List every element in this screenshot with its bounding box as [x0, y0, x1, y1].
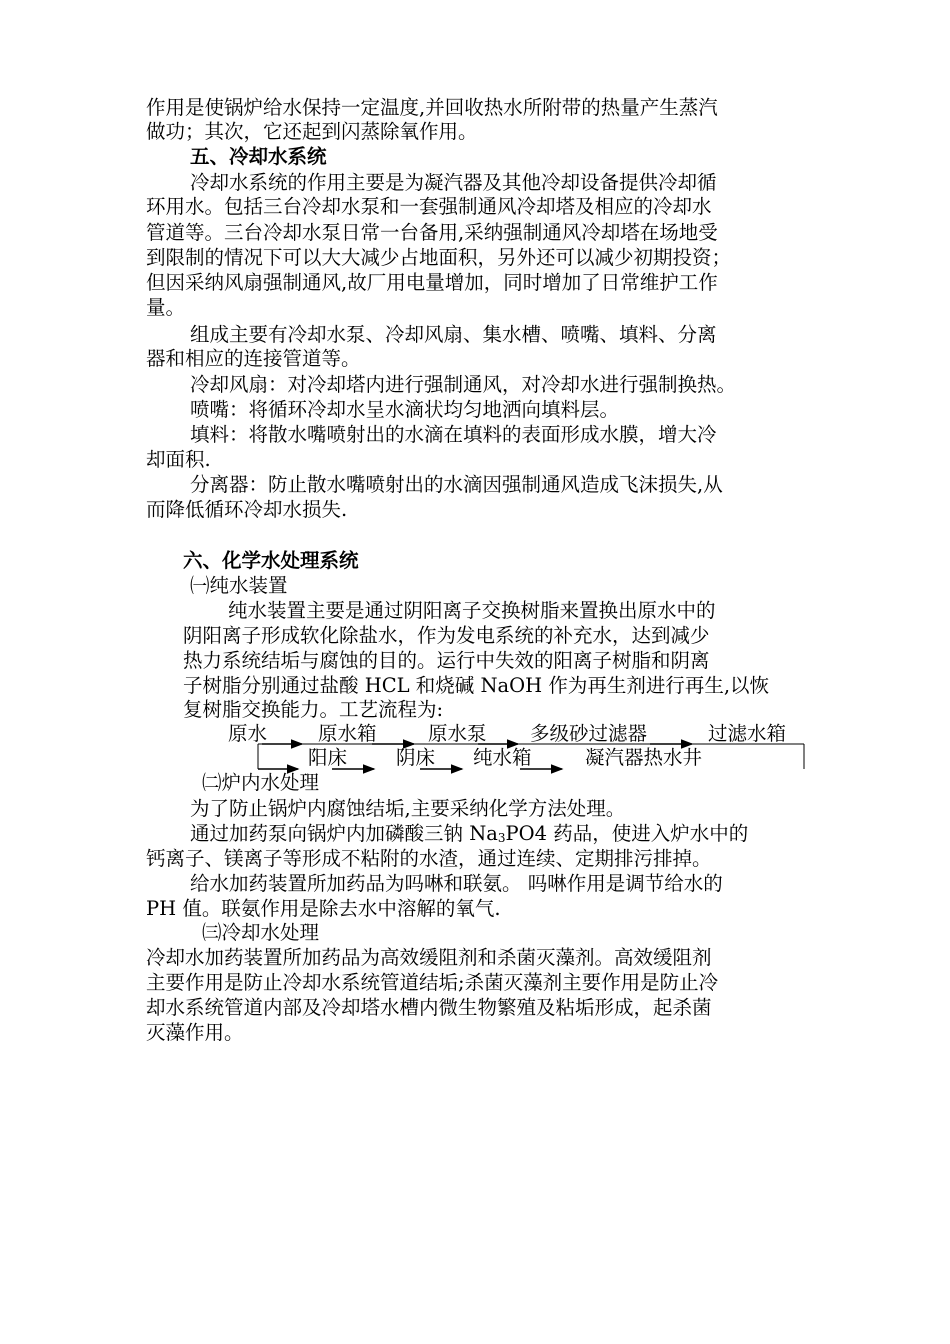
s5-p6-line-1: 分离器：防止散水嘴喷射出的水滴因强制通风造成飞沫损失,从	[190, 473, 723, 496]
s6-p3-text-a: 通过加药泵向锅炉内加磷酸三钠 Na	[190, 822, 498, 845]
s5-p5-line-2: 却面积.	[146, 448, 211, 471]
section-6-title: 六、化学水处理系统	[183, 549, 359, 572]
flow-node-raw-water: 原水	[228, 722, 268, 745]
s6-p1-line-3: 热力系统结垢与腐蚀的目的。运行中失效的阳离子树脂和阴离	[183, 649, 710, 672]
s5-p6-line-2: 而降低循环冷却水损失.	[146, 498, 348, 521]
flow-node-raw-water-pump: 原水泵	[428, 722, 487, 745]
s6-p3-line-2: 钙离子、镁离子等形成不粘附的水渣，通过连续、定期排污排掉。	[146, 847, 712, 870]
flow-node-raw-water-tank: 原水箱	[318, 722, 377, 745]
s6-subtitle-3: ㈢冷却水处理	[202, 921, 320, 944]
s6-p5-line-1: 冷却水加药装置所加药品为高效缓阻剂和杀菌灭藻剂。高效缓阻剂	[146, 946, 712, 969]
s5-p2-line-1: 组成主要有冷却水泵、冷却风扇、集水槽、喷嘴、填料、分离	[190, 323, 717, 346]
s6-p2: 为了防止锅炉内腐蚀结垢,主要采纳化学方法处理。	[190, 797, 626, 820]
s6-p5-line-3: 却水系统管道内部及冷却塔水槽内微生物繁殖及粘垢形成，起杀菌	[146, 996, 712, 1019]
section-5-title: 五、冷却水系统	[190, 145, 327, 168]
flow-node-sand-filter: 多级砂过滤器	[530, 722, 648, 745]
s5-p2-line-2: 器和相应的连接管道等。	[146, 347, 361, 370]
s6-p3-line-1	[190, 822, 860, 850]
s6-p3-text-b: PO4 药品，使进入炉水中的	[505, 822, 749, 845]
s6-p5-line-4: 灭藻作用。	[146, 1021, 244, 1044]
s5-p1-line-4: 到限制的情况下可以大大减少占地面积，另外还可以减少初期投资；	[146, 246, 732, 269]
s5-p1-line-3: 管道等。三台冷却水泵日常一台备用,采纳强制通风冷却塔在场地受	[146, 221, 718, 244]
s6-p1-line-5: 复树脂交换能力。工艺流程为:	[183, 698, 444, 721]
intro-line-1: 作用是使锅炉给水保持一定温度,并回收热水所附带的热量产生蒸汽	[146, 96, 718, 119]
s6-p3-subscript: 3	[497, 831, 506, 845]
intro-line-2: 做功；其次，它还起到闪蒸除氧作用。	[146, 120, 478, 143]
s6-subtitle-2: ㈡炉内水处理	[202, 771, 320, 794]
s6-p1-line-1: 纯水装置主要是通过阴阳离子交换树脂来置换出原水中的	[228, 599, 716, 622]
s6-p1-line-2: 阴阳离子形成软化除盐水，作为发电系统的补充水，达到减少	[183, 624, 710, 647]
s5-p3: 冷却风扇：对冷却塔内进行强制通风，对冷却水进行强制换热。	[190, 373, 737, 396]
s5-p1-line-6: 量。	[146, 296, 186, 319]
s5-p1-line-2: 环用水。包括三台冷却水泵和一套强制通风冷却塔及相应的冷却水	[146, 195, 712, 218]
s6-p4-line-1: 给水加药装置所加药品为吗啉和联氨。 吗啉作用是调节给水的	[190, 872, 723, 895]
flow-node-condenser-hotwell: 凝汽器热水井	[585, 746, 703, 769]
s6-p1-line-4: 子树脂分别通过盐酸 HCL 和烧碱 NaOH 作为再生剂进行再生,以恢	[183, 674, 770, 697]
flow-node-pure-water-tank: 纯水箱	[473, 746, 532, 769]
flow-node-cation-bed: 阳床	[308, 746, 348, 769]
s5-p4: 喷嘴：将循环冷却水呈水滴状均匀地洒向填料层。	[190, 398, 620, 421]
s5-p1-line-5: 但因采纳风扇强制通风,故厂用电量增加，同时增加了日常维护工作	[146, 271, 718, 294]
s5-p5-line-1: 填料：将散水嘴喷射出的水滴在填料的表面形成水膜，增大冷	[190, 423, 717, 446]
flow-node-anion-bed: 阴床	[396, 746, 436, 769]
s5-p1-line-1: 冷却水系统的作用主要是为凝汽器及其他冷却设备提供冷却循	[190, 171, 717, 194]
s6-p5-line-2: 主要作用是防止冷却水系统管道结垢;杀菌灭藻剂主要作用是防止冷	[146, 971, 719, 994]
s6-subtitle-1: ㈠纯水装置	[190, 574, 288, 597]
flow-node-filtered-water-tank: 过滤水箱	[708, 722, 787, 745]
s6-p4-line-2: PH 值。联氨作用是除去水中溶解的氧气.	[146, 897, 501, 920]
